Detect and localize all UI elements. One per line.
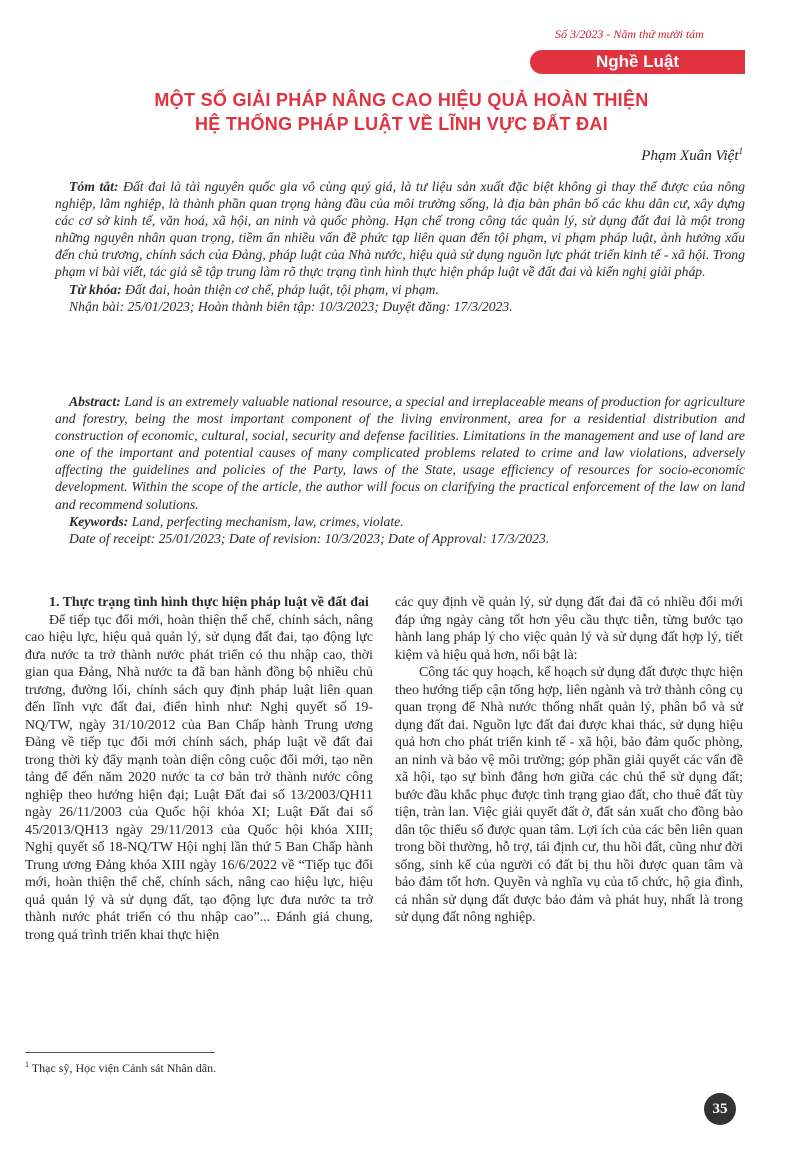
footnote xyxy=(25,1060,216,1076)
en-keywords xyxy=(55,513,745,530)
en-keywords-label: Keywords: xyxy=(69,513,129,529)
vn-keywords xyxy=(55,281,745,298)
author-footnote-mark: 1 xyxy=(738,146,743,156)
en-summary-text: Land is an extremely valuable national resource, a special and irreplaceable means of production for agriculture and forestry, being the most important component of the living environment, area for a residential distribution and construction of economic, cultural, social, security and defense facilities. Limitations in the management and use of land are one of the important and potential causes of many complicated problems related to crime and law violations, adversely affecting the guidelines and policies of the Party, laws of the State, usage efficiency of resources for socio-economic development. Within the scope of the article, the author will focus on clarifying the practical enforcement of the law on land and recommend solutions. xyxy=(55,394,745,512)
page-number: 35 xyxy=(704,1093,736,1125)
footnote-divider xyxy=(25,1052,215,1053)
vn-keywords-label: Từ khóa: xyxy=(69,281,122,297)
body-paragraph: Công tác quy hoạch, kế hoạch sử dụng đất được thực hiện theo hướng tiếp cận tổng hợp, liên ngành và trở thành công cụ quan trọng để Nhà nước thống nhất quản lý, phân bổ và sử dụng đất đai. Nguồn lực đất đai được khai thác, sử dụng hiệu quả hơn cho phát triển kinh tế - xã hội, bảo đảm quốc phòng, an ninh và bảo vệ môi trường; góp phần giải quyết các vấn đề xã hội, tạo sự bình đẳng hơn giữa các chủ thể sử dụng đất; bước đầu khắc phục được tình trạng giao đất, cho thuê đất tùy tiện, tràn lan. Việc giải quyết đất ở, đất sản xuất cho đồng bào dân tộc thiểu số được quan tâm. Lợi ích của các bên liên quan trong bồi thường, hỗ trợ, tái định cư, thu hồi đất, cũng như đời sống, sinh kế của người có đất bị thu hồi được quan tâm và bảo đảm tốt hơn. Quyền và nghĩa vụ của tổ chức, hộ gia đình, cá nhân sử dụng đất được bảo đảm và phát huy, nhất là trong sử dụng đất nông nghiệp. xyxy=(395,665,743,925)
en-summary xyxy=(55,393,745,513)
vn-summary xyxy=(55,178,745,281)
vn-summary-label: Tóm tắt: xyxy=(69,179,119,194)
body-paragraph: Để tiếp tục đổi mới, hoàn thiện thể chế, chính sách, nâng cao hiệu lực, hiệu quả quản lý, sử dụng đất đai, tạo động lực đưa nước ta trở thành nước phát triển có thu nhập cao, thời gian qua Đảng, Nhà nước ta đã ban hành đồng bộ nhiều chủ trương, đường lối, chính sách quy định pháp luật liên quan đến lĩnh vực đất đai, điển hình như: Nghị quyết số 19-NQ/TW, ngày 31/10/2012 của Ban Chấp hành Trung ương Đảng về tiếp tục đổi mới chính sách, pháp luật về đất đai trong thời kỳ đẩy mạnh toàn diện công cuộc đổi mới, tạo nền tảng để đến năm 2020 nước ta cơ bản trở thành nước công nghiệp theo hướng hiện đại; Luật Đất đai số 13/2003/QH11 ngày 26/11/2003 của Quốc hội khóa XI; Luật Đất đai số 45/2013/QH13 ngày 29/11/2013 của Quốc hội khóa XIII; Nghị quyết số 18-NQ/TW Hội nghị lần thứ 5 Ban Chấp hành Trung ương Đảng khóa XIII ngày 16/6/2022 về “Tiếp tục đổi mới, hoàn thiện thể chế, chính sách, nâng cao hiệu lực, hiệu quả quản lý và sử dụng đất, tạo động lực đưa nước ta trở thành nước phát triển có thu nhập cao”... Đánh giá chung, trong quá trình triển khai thực hiện xyxy=(25,612,373,943)
footnote-text: Thạc sỹ, Học viện Cảnh sát Nhân dân. xyxy=(31,1061,217,1075)
article-title xyxy=(60,88,743,136)
title-line-1: MỘT SỐ GIẢI PHÁP NÂNG CAO HIỆU QUẢ HOÀN THIỆN xyxy=(154,90,649,110)
vn-dates: Nhận bài: 25/01/2023; Hoàn thành biên tập: 10/3/2023; Duyệt đăng: 17/3/2023. xyxy=(69,298,513,314)
body-column-left xyxy=(25,594,373,944)
section-heading: 1. Thực trạng tình hình thực hiện pháp luật về đất đai xyxy=(49,595,369,610)
issue-info: Số 3/2023 - Năm thứ mười tám xyxy=(555,27,704,41)
author-text: Phạm Xuân Việt xyxy=(641,148,739,164)
body-paragraph: các quy định về quản lý, sử dụng đất đai đã có nhiều đổi mới đáp ứng ngày càng tốt hơn yêu cầu thực tiễn, từng bước tạo hành lang pháp lý cho việc quản lý và sử dụng đất hợp lý, tiết kiệm và hiệu quả hơn, nổi bật là: xyxy=(395,595,743,663)
en-keywords-text: Land, perfecting mechanism, law, crimes, violate. xyxy=(131,513,404,529)
title-line-2: HỆ THỐNG PHÁP LUẬT VỀ LĨNH VỰC ĐẤT ĐAI xyxy=(194,114,609,134)
vn-summary-text: Đất đai là tài nguyên quốc gia vô cùng quý giá, là tư liệu sản xuất đặc biệt không gì thay thế được của nông nghiệp, lâm nghiệp, là thành phần quan trọng hàng đầu của môi trường sống, là địa bàn phân bố các khu dân cư, xây dựng các cơ sở kinh tế, văn hoá, xã hội, an ninh và quốc phòng. Hạn chế trong công tác quản lý, sử dụng đất đai là một trong những nguyên nhân quan trọng, tiềm ẩn nhiều vấn đề phức tạp liên quan đến tội phạm, vi phạm pháp luật, ảnh hưởng xấu đến chủ trương, chính sách của Đảng, pháp luật của Nhà nước, hiệu quả sử dụng nguồn lực phát triển kinh tế - xã hội. Trong phạm vi bài viết, tác giả sẽ tập trung làm rõ thực trạng tình hình thực hiện pháp luật về đất đai và kiến nghị giải pháp. xyxy=(55,179,746,280)
section-tab: Nghề Luật xyxy=(530,50,745,74)
vietnamese-abstract xyxy=(55,178,745,315)
en-dates: Date of receipt: 25/01/2023; Date of revision: 10/3/2023; Date of Approval: 17/3/2023. xyxy=(69,530,550,546)
english-abstract xyxy=(55,393,745,547)
body-column-right xyxy=(395,594,743,927)
vn-keywords-text: Đất đai, hoàn thiện cơ chế, pháp luật, tội phạm, vi phạm. xyxy=(125,281,439,297)
author-name xyxy=(641,146,743,165)
footnote-mark: 1 xyxy=(25,1060,29,1069)
en-summary-label: Abstract: xyxy=(69,394,121,409)
